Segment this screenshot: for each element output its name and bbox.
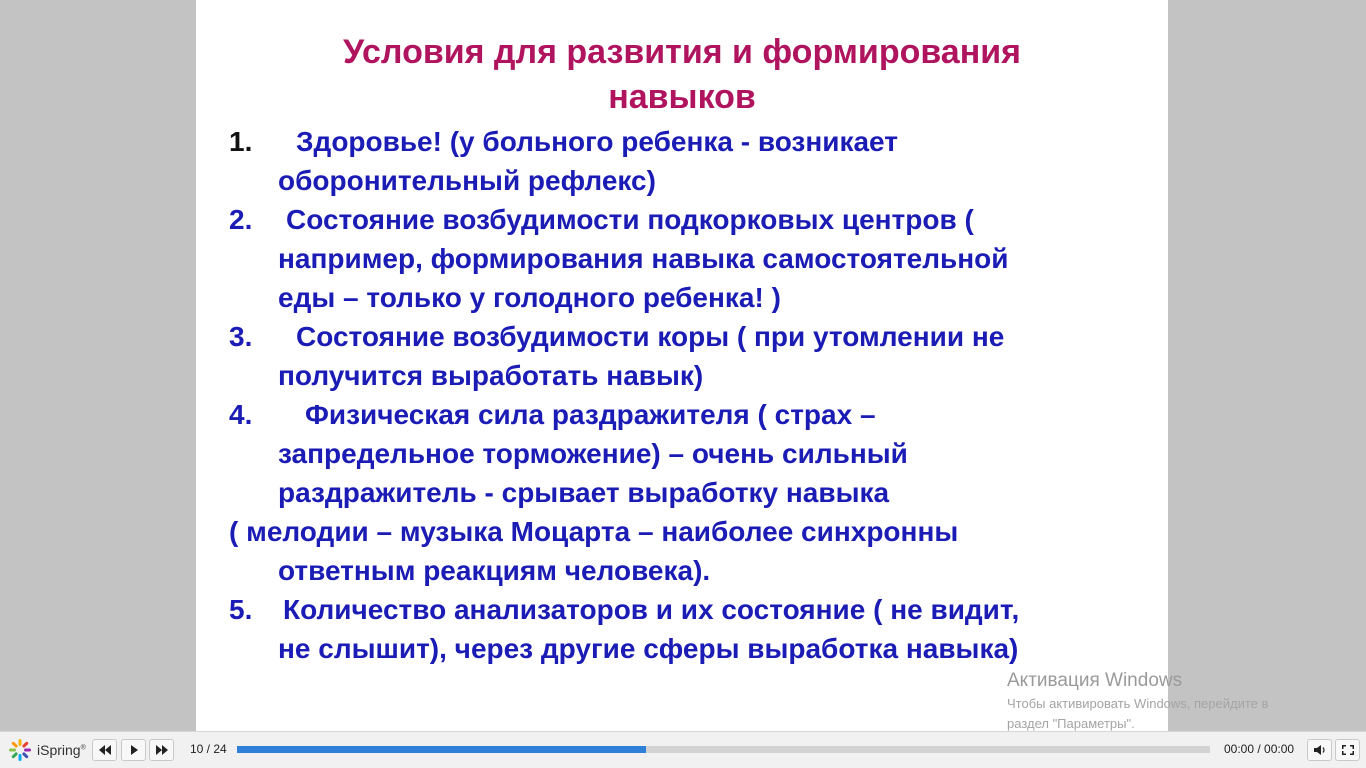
list-item-1 (229, 122, 1159, 200)
list-item-text: Количество анализаторов и их состояние ( не видит, (283, 594, 1020, 625)
list-item-text: Состояние возбудимости коры ( при утомлении не (296, 321, 1005, 352)
player-control-bar (0, 731, 1366, 768)
watermark-title: Активация Windows (1007, 670, 1183, 691)
ispring-brand: iSpring® (37, 742, 86, 758)
progress-bar[interactable] (237, 746, 1210, 753)
slide-title-line-1: Условия для развития и формирования (343, 33, 1021, 71)
volume-button[interactable] (1307, 739, 1332, 761)
list-item-text: Состояние возбудимости подкорковых центров ( (286, 204, 974, 235)
list-item-5 (229, 590, 1159, 668)
list-item-3 (229, 317, 1159, 395)
previous-slide-button[interactable] (92, 739, 117, 761)
list-number: 4. (229, 399, 253, 430)
slide-title-line-2: навыков (608, 78, 756, 116)
play-button[interactable] (121, 739, 146, 761)
slide-title (196, 30, 1168, 120)
list-item-text: ( мелодии – музыка Моцарта – наиболее синхронны (229, 516, 959, 547)
list-item-text: ответным реакциям человека). (278, 555, 711, 586)
windows-activation-watermark (1007, 668, 1268, 734)
fast-forward-icon (155, 744, 169, 756)
list-number: 2. (229, 204, 253, 235)
list-item-text: не слышит), через другие сферы выработка навыка) (278, 633, 1019, 664)
fullscreen-icon (1341, 744, 1355, 756)
list-item-text: получится выработать навык) (278, 360, 704, 391)
fullscreen-button[interactable] (1335, 739, 1360, 761)
conditions-list (229, 122, 1159, 668)
slide-canvas (196, 0, 1168, 731)
list-item-4 (229, 395, 1159, 590)
watermark-line-2: раздел "Параметры". (1007, 716, 1135, 731)
list-number: 3. (229, 321, 253, 352)
list-item-text: оборонительный рефлекс) (278, 165, 656, 196)
slide-counter: 10 / 24 (190, 742, 227, 756)
list-item-text: Физическая сила раздражителя ( страх – (305, 399, 876, 430)
list-item-text: еды – только у голодного ребенка! ) (278, 282, 781, 313)
time-display: 00:00 / 00:00 (1224, 742, 1295, 756)
play-icon (127, 744, 141, 756)
speaker-icon (1313, 744, 1327, 756)
list-item-text: запредельное торможение) – очень сильный (278, 438, 908, 469)
list-item-text: например, формирования навыка самостоятельной (278, 243, 1009, 274)
progress-fill (237, 746, 646, 753)
list-number: 5. (229, 594, 253, 625)
list-item-text: раздражитель - срывает выработку навыка (278, 477, 890, 508)
watermark-line-1: Чтобы активировать Windows, перейдите в (1007, 696, 1269, 711)
list-item-text: Здоровье! (у больного ребенка - возникает (296, 126, 898, 157)
ispring-logo-icon (8, 738, 32, 762)
list-item-2 (229, 200, 1159, 317)
list-number: 1. (229, 126, 253, 157)
next-slide-button[interactable] (149, 739, 174, 761)
rewind-icon (98, 744, 112, 756)
ispring-logo (8, 738, 86, 762)
